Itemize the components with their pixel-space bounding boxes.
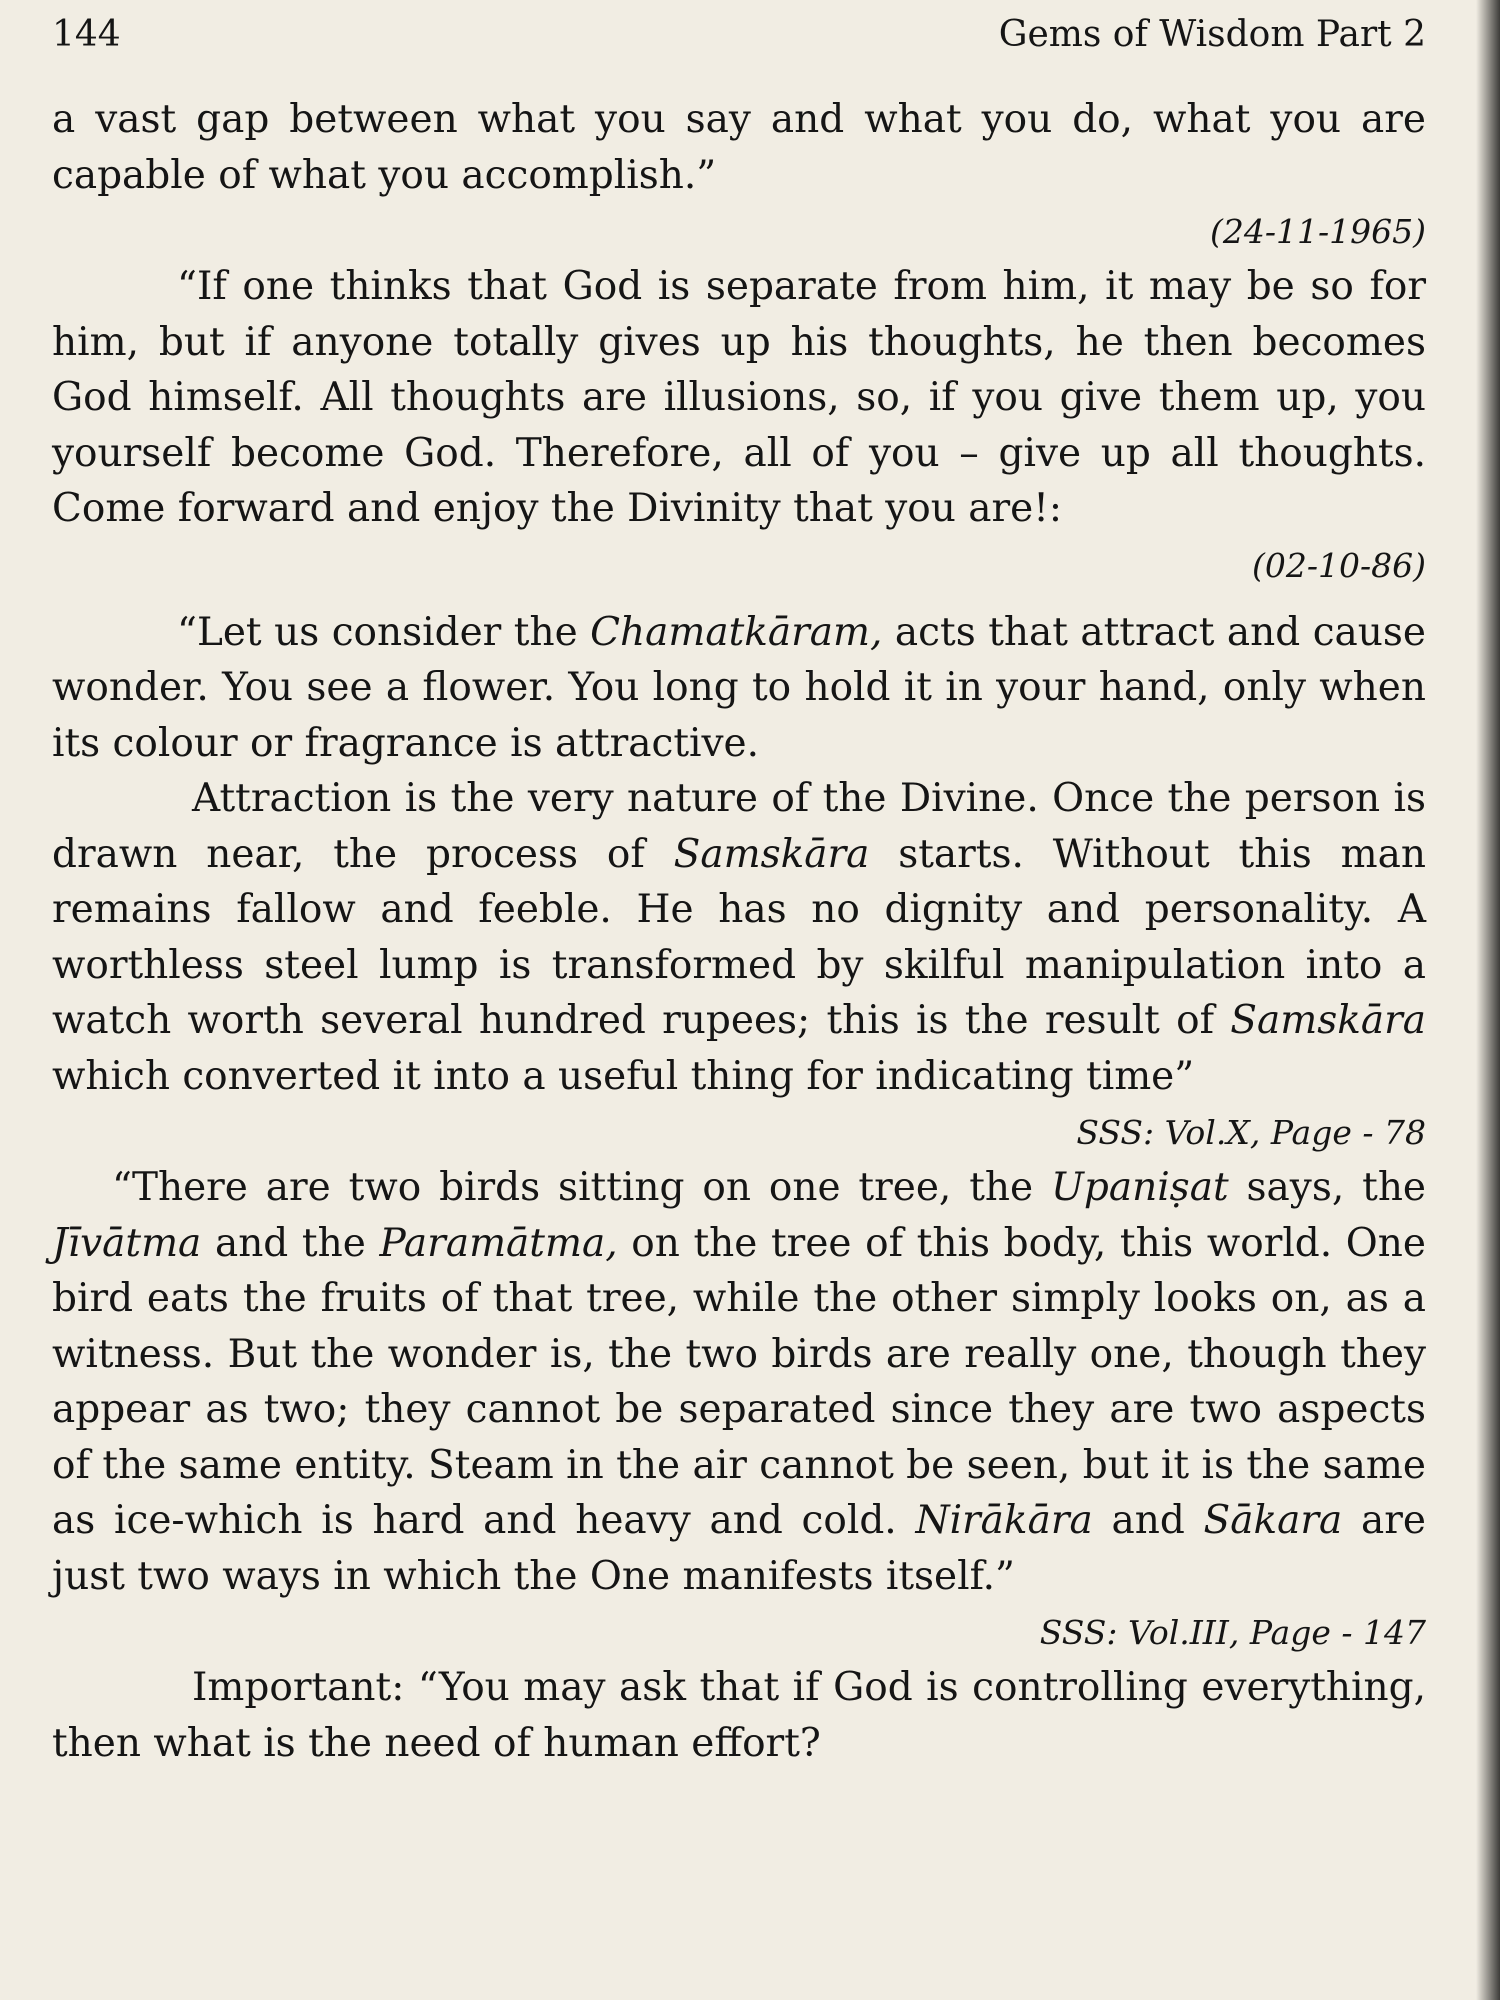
citation-sss-vol-x: SSS: Vol.X, Page - 78 <box>1076 1113 1426 1152</box>
page-body <box>52 92 1426 1771</box>
citation-date-1986: (02-10-86) <box>1251 545 1426 585</box>
term-paramatma: Paramātma, <box>379 1220 618 1266</box>
book-page <box>52 0 1426 2000</box>
page-number: 144 <box>52 14 121 55</box>
term-chamatkaram: Chamatkāram, <box>590 609 883 655</box>
paragraph-important: Important: “You may ask that if God is controlling everything, then what is the need of human effort? <box>52 1665 1426 1766</box>
paragraph-chamatkaram: “Let us consider the Chamatkāram, acts that attract and cause wonder. You see a flower. You long to hold it in your hand, only when its colour or fragrance is attractive. <box>52 609 1427 766</box>
term-samskara: Samskāra <box>673 831 870 877</box>
running-title: Gems of Wisdom Part 2 <box>998 14 1426 55</box>
paragraph-two-birds: “There are two birds sitting on one tree, the Upaniṣat says, the Jīvātma and the Paramātma, on the tree of this body, this world. One bird eats the fruits of that tree, while the other simply looks on, as a witness. But the wonder is, the two birds are really one, though they appear as two; they cannot be separated since they are two aspects of the same entity. Steam in the air cannot be seen, but it is the same as ice-which is hard and heavy and cold. Nirākāra and Sākara are just two ways in which the One manifests itself.” <box>52 1165 1427 1599</box>
term-upanisat: Upaniṣat <box>1051 1165 1229 1210</box>
page-header <box>52 6 1426 66</box>
term-jivatma: Jīvātma <box>52 1220 202 1266</box>
term-nirakara: Nirākāra <box>915 1498 1093 1543</box>
term-sakara: Sākara <box>1203 1498 1343 1543</box>
paragraph-god-separate: “If one thinks that God is separate from him, it may be so for him, but if anyone totally gives up his thoughts, he then becomes God himself. All thoughts are illusions, so, if you give them up, you yourself become God. Therefore, all of you – give up all thoughts. Come forward and enjoy the Divinity that you are!: <box>52 264 1426 531</box>
citation-sss-vol-iii: SSS: Vol.III, Page - 147 <box>1039 1613 1426 1652</box>
paragraph-attraction: Attraction is the very nature of the Divine. Once the person is drawn near, the process of Samskāra starts. Without this man remains fallow and feeble. He has no dignity and personality. A worthless steel lump is transformed by skilful manipulation into a watch worth several hundred rupees; this is the result of Samskāra which converted it into a useful thing for indicating time” <box>52 776 1426 1099</box>
term-samskara: Samskāra <box>1230 998 1426 1043</box>
paragraph-continuation: a vast gap between what you say and what you do, what you are capable of what you accomplish.” <box>52 97 1426 198</box>
citation-date-1965: (24-11-1965) <box>1209 212 1426 251</box>
page-edge-shadow <box>1476 0 1500 2000</box>
